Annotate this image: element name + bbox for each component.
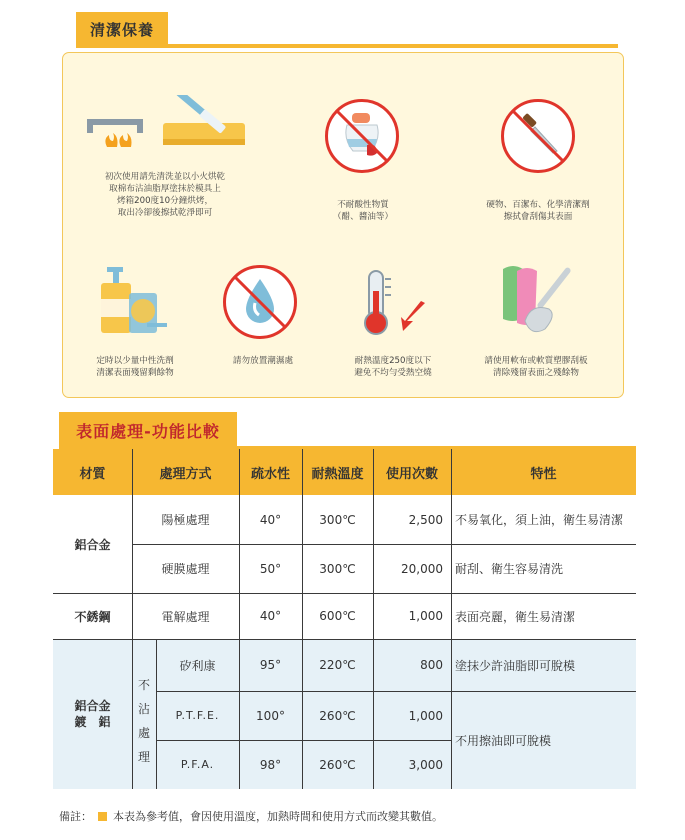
care-item-no-acid <box>293 199 433 223</box>
row-heat: 260℃ <box>319 757 356 772</box>
row-hydrophobic: 50° <box>259 561 282 576</box>
row-feature: 表面亮麗，衛生易清潔 <box>455 609 576 624</box>
care-item-no-hard-objects-text: 硬物、百潔布、化學清潔劑 擦拭會刮傷其表面 <box>486 200 590 222</box>
header-hydrophobic: 疏水性 <box>239 449 302 495</box>
care-section-title: 清潔保養 <box>76 12 168 46</box>
row-uses: 1,000 <box>408 708 443 723</box>
divider <box>451 449 452 789</box>
care-item-first-use-text: 初次使用請先清洗並以小火烘乾 取棉布沾油脂厚塗抹於模具上 烤箱200度10分鐘烘烤， 取出冷卻後擦拭乾淨即可 <box>104 172 226 218</box>
header-material: 材質 <box>53 449 132 495</box>
row-hydrophobic: 100° <box>256 708 285 723</box>
care-item-soft-cloth <box>461 355 611 379</box>
divider <box>302 449 303 789</box>
care-item-first-use <box>85 171 245 219</box>
row-uses: 20,000 <box>401 561 443 576</box>
care-item-no-acid-text: 不耐酸性物質 （醋、醬油等） <box>332 200 394 222</box>
row-feature: 不易氧化，須上油，衛生易清潔 <box>455 513 624 527</box>
row-hydrophobic: 40° <box>259 512 282 527</box>
row-hydrophobic: 40° <box>259 609 282 623</box>
divider <box>53 593 636 594</box>
oiling-mold-icon <box>81 95 251 157</box>
detergent-icon <box>93 265 173 335</box>
care-item-heat-limit <box>328 355 458 379</box>
care-item-no-moisture-text: 請勿放置潮濕處 <box>232 356 294 366</box>
header-heat-resistance: 耐熱溫度 <box>302 449 373 495</box>
row-method: 陽極處理 <box>161 513 210 527</box>
material-aluminized: 鋁合金 鍍 鋁 <box>74 699 111 729</box>
footnote-label: 備註： <box>59 810 92 823</box>
row-heat: 260℃ <box>319 708 356 723</box>
divider <box>132 449 133 789</box>
no-hard-objects-icon <box>501 99 575 173</box>
row-uses: 2,500 <box>408 512 443 527</box>
row-heat: 300℃ <box>319 512 356 527</box>
merged-feature-cell: 不用擦油即可脫模 <box>455 733 552 748</box>
thermometer-icon <box>363 267 433 339</box>
footnote <box>59 808 443 824</box>
divider <box>156 740 451 741</box>
row-method: 矽利康 <box>179 658 216 673</box>
header-feature: 特性 <box>451 449 636 495</box>
material-aluminum: 鋁合金 <box>74 537 111 552</box>
care-item-detergent-text: 定時以少量中性洗劑 清潔表面殘留剩餘物 <box>96 356 174 378</box>
row-hydrophobic: 95° <box>259 658 282 672</box>
divider <box>156 691 636 692</box>
note-bullet-icon <box>98 812 107 821</box>
no-acid-icon <box>325 99 399 173</box>
row-heat: 220℃ <box>319 658 356 672</box>
no-moisture-icon <box>223 265 297 339</box>
divider <box>53 639 636 640</box>
care-item-no-moisture <box>193 355 333 367</box>
row-heat: 600℃ <box>319 609 356 623</box>
header-usage-count: 使用次數 <box>373 449 451 495</box>
care-item-no-hard-objects <box>463 199 613 223</box>
material-stainless: 不銹鋼 <box>74 609 111 624</box>
care-item-heat-limit-text: 耐熱溫度250度以下 避免不均勻受熱空燒 <box>354 356 432 378</box>
header-method: 處理方式 <box>132 449 239 495</box>
row-uses: 800 <box>420 658 443 672</box>
comparison-section-title: 表面處理-功能比較 <box>59 412 237 448</box>
row-method: 硬膜處理 <box>161 562 210 576</box>
care-item-soft-cloth-text: 請使用軟布或軟質塑膠刮板 清除殘留表面之殘餘物 <box>484 356 588 378</box>
row-uses: 3,000 <box>408 757 443 772</box>
care-item-detergent <box>75 355 195 379</box>
soft-cloth-scraper-icon <box>495 257 595 343</box>
divider <box>132 544 636 545</box>
row-method: P.T.F.E. <box>175 709 220 722</box>
row-hydrophobic: 98° <box>259 757 282 772</box>
divider <box>156 639 157 789</box>
row-feature: 耐刮、衛生容易清洗 <box>455 562 564 576</box>
row-heat: 300℃ <box>319 561 356 576</box>
divider <box>373 449 374 789</box>
nonstick-treatment-label: 不 沾 處 理 <box>137 678 150 764</box>
comparison-table <box>53 449 636 789</box>
row-feature: 塗抹少許油脂即可脫模 <box>455 658 576 673</box>
footnote-text: 本表為參考值，會因使用溫度，加熱時間和使用方式而改變其數值。 <box>113 810 443 823</box>
divider <box>239 449 240 789</box>
row-method: 電解處理 <box>161 609 210 624</box>
row-method: P.F.A. <box>180 758 215 771</box>
row-uses: 1,000 <box>408 609 443 623</box>
care-instructions-box <box>62 52 624 398</box>
care-title-underline <box>76 44 618 48</box>
